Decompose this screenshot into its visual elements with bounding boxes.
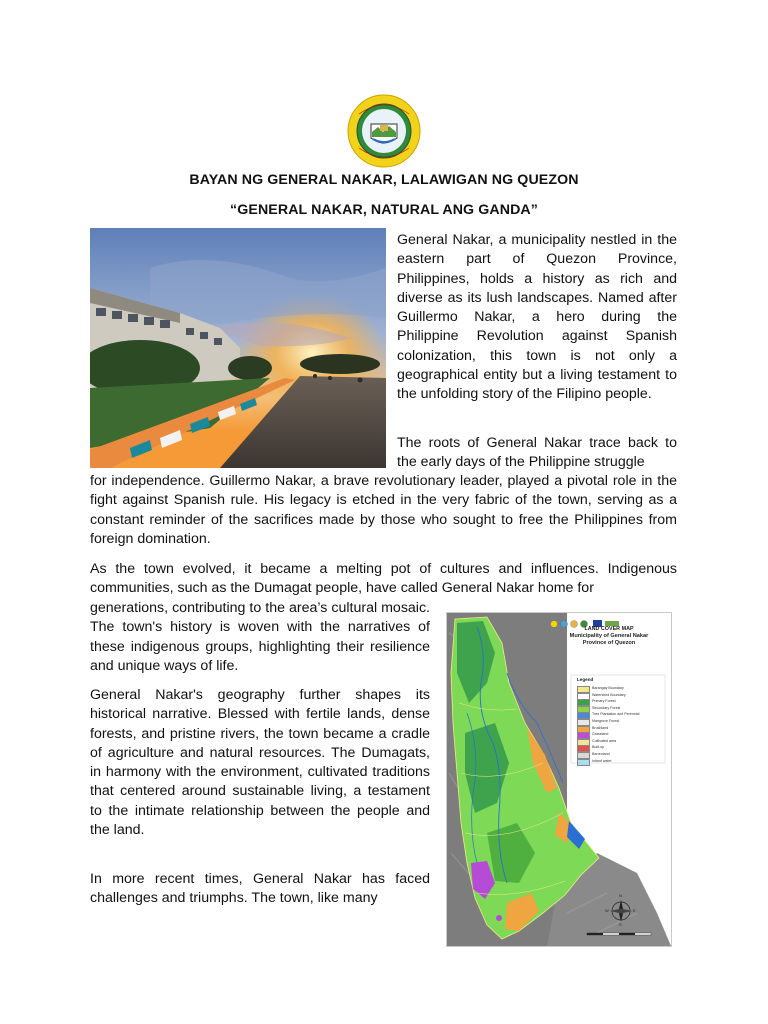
paragraph-recent-times: In more recent times, General Nakar has faced challenges and triumphs. The town, like many	[90, 871, 430, 907]
compass-west-label: W	[605, 908, 609, 913]
paragraph-introduction: General Nakar, a municipality nestled in the eastern part of Quezon Province, Philippines, holds a history as rich and diverse as its lush landscapes. Named after Guillermo Nakar, a hero during the Philippine Revolution against Spanish colonization, this town is not only a geographical entity but a living testament to the unfolding story of the Filipino people.	[397, 232, 677, 403]
town-hall-sunset-photo	[90, 228, 386, 468]
land-cover-map	[446, 612, 672, 947]
document-title: BAYAN NG GENERAL NAKAR, LALAWIGAN NG QUEZON	[189, 172, 579, 188]
map-legend-title: Legend	[577, 677, 594, 682]
paragraph-cultures-start: As the town evolved, it became a melting pot of cultures and influences. Indigenous communities, such as the Dumagat people, have called General Nakar home for	[90, 561, 677, 597]
legend-label: Cultivated area	[592, 738, 617, 743]
legend-label: Grassland	[592, 732, 609, 737]
paragraph-cultures-continued: generations, contributing to the area’s cultural mosaic. The town's history is woven with the narratives of these indigenous groups, highlighting their resilience and unique ways of life.	[90, 600, 430, 674]
compass-south-label: S	[619, 922, 622, 927]
map-title: LAND COVER MAP	[584, 626, 634, 632]
legend-label: Inland water	[592, 758, 612, 763]
legend-label: Secondary Forest	[592, 705, 621, 710]
legend-label: Barrenland	[592, 752, 610, 756]
legend-label: Built-up	[592, 745, 605, 750]
legend-label: Primary Forest	[592, 699, 616, 704]
paragraph-roots-continued: for independence. Guillermo Nakar, a brave revolutionary leader, played a pivotal role in the fight against Spanish rule. His legacy is etched in the very fabric of the town, serving as a constant reminder of the sacrifices made by those who sought to free the Philippines from foreign domination.	[90, 473, 677, 547]
legend-label: Barangay Boundary	[592, 686, 624, 690]
paragraph-geography: General Nakar's geography further shapes its historical narrative. Blessed with fertile lands, dense forests, and pristine rivers, the town became a cradle of agriculture and natural resources. The Dumagats, in harmony with the environment, cultivated traditions that centered around sustainable living, a testament to the intimate relationship between the people and the land.	[90, 687, 430, 839]
paragraph-roots-start: The roots of General Nakar trace back to the early days of the Philippine struggle	[397, 435, 677, 471]
legend-label: Mangrove Forest	[592, 719, 620, 723]
compass-north-label: N	[619, 893, 622, 898]
legend-label: Brushland	[592, 725, 609, 730]
legend-label: Tree Plantation and Perennial	[592, 712, 640, 717]
compass-east-label: E	[633, 908, 636, 913]
map-subtitle-municipality: Municipality of General Nakar	[569, 633, 649, 639]
legend-label: Watershed Boundary	[592, 692, 626, 697]
land-cover-map-graphic	[447, 613, 671, 946]
document-slogan: “GENERAL NAKAR, NATURAL ANG GANDA”	[230, 202, 538, 218]
municipal-seal-logo	[347, 94, 421, 168]
map-subtitle-province: Province of Quezon	[582, 640, 636, 646]
legend-color-swatch	[577, 759, 590, 766]
